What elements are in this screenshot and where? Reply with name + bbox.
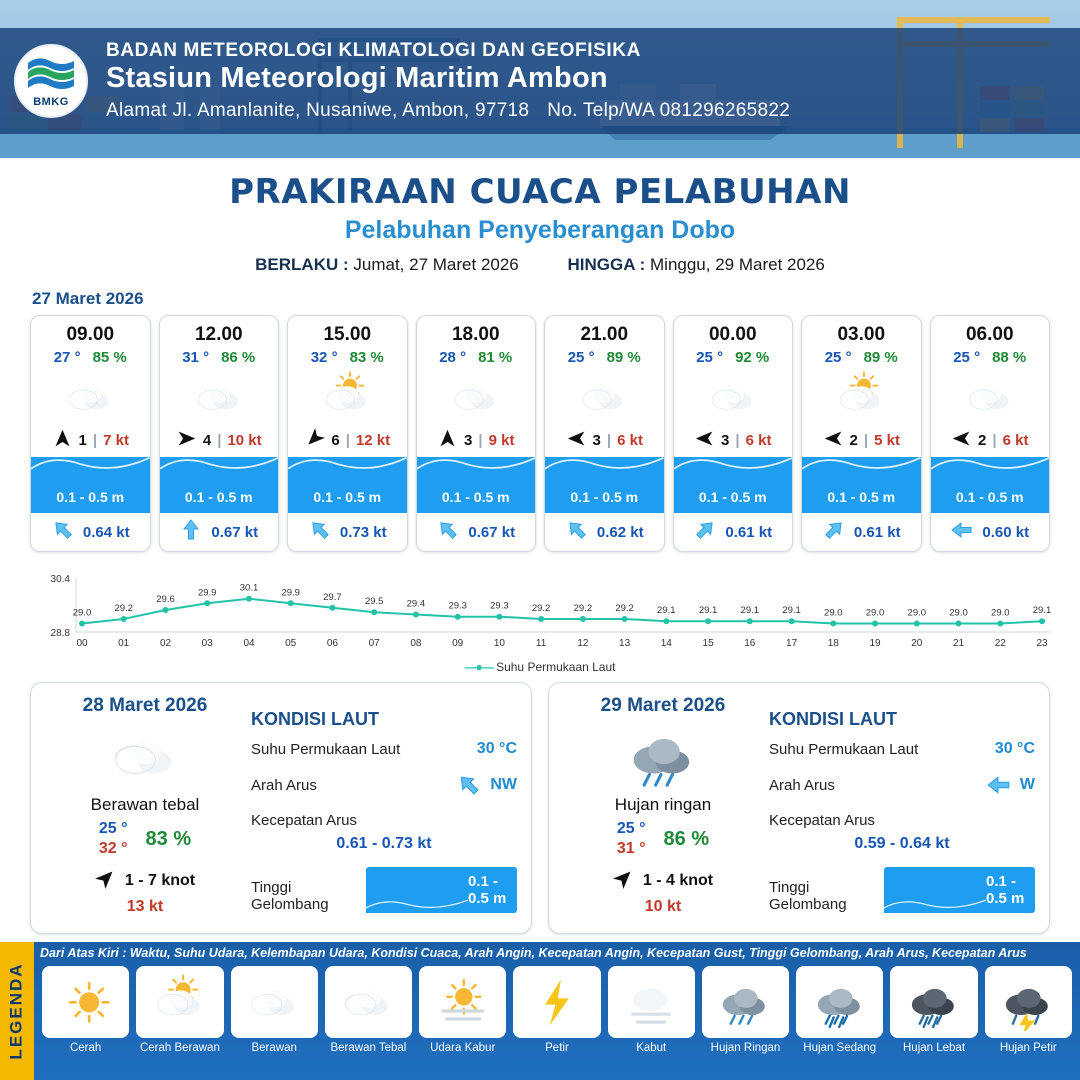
svg-text:29.5: 29.5 [364,596,384,608]
panel-temp-max: 31 ° [616,840,646,857]
current-speed: 0.67 kt [468,523,516,541]
row-label: Kecepatan Arus [251,812,357,829]
forecast-card [30,315,151,552]
svg-text:29.0: 29.0 [907,607,927,619]
divider: | [735,432,740,449]
wind-speed: 2 [978,432,987,449]
svg-text:29.0: 29.0 [824,607,843,619]
wind-speed: 1 [78,432,87,449]
svg-text:01: 01 [118,638,130,649]
gust-speed: 6 kt [1002,432,1029,449]
gust-speed: 5 kt [874,432,900,449]
panel-gust: 10 kt [644,898,682,915]
svg-text:29.3: 29.3 [490,600,509,612]
svg-text:29.9: 29.9 [281,587,300,599]
weather-icon-udara-kabur [419,966,506,1038]
legend-items [34,942,1080,1080]
card-temperature: 32 ° [310,349,338,366]
sea-condition-title: KONDISI LAUT [769,709,897,729]
wave-height: 0.1 - 0.5 m [184,489,253,505]
svg-text:29.1: 29.1 [1032,605,1052,617]
svg-text:29.6: 29.6 [156,594,175,605]
current-speed: 0.60 kt [982,523,1030,541]
row-value: 0.59 - 0.64 kt [854,835,950,852]
current-speed: 0.61 kt [725,523,773,541]
svg-text:04: 04 [243,638,255,649]
svg-text:11: 11 [535,638,547,649]
svg-text:08: 08 [410,638,422,649]
wind-direction-icon [951,428,972,453]
row-label: Suhu Permukaan Laut [251,740,401,758]
card-humidity: 89 % [606,349,641,366]
wind-direction-icon [613,867,635,894]
divider: | [217,432,222,449]
legend-item [890,966,977,1076]
page-subtitle: Pelabuhan Penyeberangan Dobo [344,216,736,244]
svg-text:10: 10 [493,638,505,649]
current-direction-icon [565,518,589,547]
card-temperature: 25 ° [824,349,852,366]
legend-bar [0,942,1080,1080]
divider: | [92,432,98,449]
current-direction-icon [822,518,846,547]
chart-legend-label: Suhu Permukaan Laut [496,660,616,674]
logo-text: BMKG [33,95,69,108]
hourly-forecast-strip [0,315,1080,552]
svg-text:29.9: 29.9 [197,587,217,599]
svg-text:29.4: 29.4 [406,598,426,610]
weather-icon-berawan [231,966,318,1038]
gust-speed: 9 kt [488,432,515,449]
legend-side-label [0,942,34,1080]
legend-item [42,966,129,1076]
weather-icon-cerah-berawan [288,368,407,426]
divider: | [992,432,997,449]
svg-text:29.1: 29.1 [740,605,760,617]
wind-direction-icon [176,428,197,453]
gust-speed: 7 kt [103,432,129,449]
svg-text:21: 21 [952,638,965,649]
svg-text:29.2: 29.2 [573,603,593,614]
wind-speed: 4 [202,432,212,449]
card-humidity: 83 % [349,349,384,366]
legend-item [985,966,1072,1076]
valid-from-label: BERLAKU : [255,255,349,274]
row-label: Tinggi Gelombang [251,879,329,913]
svg-text:14: 14 [660,638,672,649]
svg-text:16: 16 [744,638,756,649]
wave-height: 0.1 - 0.5 m [570,489,639,505]
svg-text:29.2: 29.2 [531,603,551,614]
svg-text:28.8: 28.8 [50,628,70,639]
svg-text:09: 09 [452,638,464,649]
station-name: Stasiun Meteorologi Maritim Ambon [106,62,608,95]
forecast-date-label: 27 Maret 2026 [32,289,144,308]
legend-item-label: Hujan Lebat [903,1042,966,1054]
svg-text:30.4: 30.4 [50,574,70,585]
valid-from-value: Jumat, 27 Maret 2026 [353,255,519,274]
card-humidity: 85 % [92,349,127,366]
weather-icon-cerah [42,966,129,1038]
wind-direction-icon [304,428,325,453]
daily-forecast-panel [30,682,532,934]
row-value: NW [490,776,517,793]
current-speed: 0.73 kt [339,523,387,541]
station-address: Alamat Jl. Amanlanite, Nusaniwe, Ambon, 97718 [106,99,530,121]
wave-height-block [931,457,1050,513]
divider: | [478,432,483,449]
panel-humidity: 83 % [145,827,192,850]
panel-temp-min: 25 ° [98,820,128,837]
svg-text:15: 15 [702,638,714,649]
legend-item [796,966,883,1076]
wave-height: 0.1 - 0.5 m [56,489,125,505]
card-time: 18.00 [451,324,500,345]
weather-icon-kabut [608,966,695,1038]
sst-chart [24,566,1056,674]
current-direction-icon [950,518,974,547]
svg-text:19: 19 [869,638,881,649]
daily-forecast-panel [548,682,1050,934]
card-time: 21.00 [580,324,629,345]
card-temperature: 27 ° [53,349,81,366]
svg-text:23: 23 [1036,638,1048,649]
validity-row [0,255,1080,275]
weather-icon-berawan [160,368,279,426]
current-direction-icon [179,518,203,547]
legend-item-label: Hujan Sedang [803,1042,877,1054]
legend-item-label: Hujan Petir [999,1042,1057,1054]
weather-icon-hujan-sedang [796,966,883,1038]
card-time: 15.00 [323,324,372,345]
svg-text:13: 13 [619,638,631,649]
wind-direction-icon [52,428,73,453]
agency-name: BADAN METEOROLOGI KLIMATOLOGI DAN GEOFISIKA [106,39,641,61]
svg-text:29.1: 29.1 [657,605,676,617]
wave-height-block [674,457,793,513]
chart-legend-marker: —●— [464,660,493,674]
sea-condition-title: KONDISI LAUT [251,709,379,729]
legend-item-label: Berawan Tebal [330,1042,407,1054]
divider: | [863,432,869,449]
bmkg-logo-symbol [24,55,78,95]
svg-text:17: 17 [786,638,798,649]
svg-text:29.0: 29.0 [991,607,1010,619]
weather-icon-berawan-tebal [45,723,245,789]
card-temperature: 25 ° [953,349,981,366]
wind-speed: 3 [592,432,601,449]
forecast-card [930,315,1051,552]
daily-panels [0,674,1080,934]
weather-icon-berawan [417,368,536,426]
legend-item [136,966,223,1076]
valid-to-value: Minggu, 29 Maret 2026 [650,255,825,274]
weather-icon-berawan [545,368,664,426]
panel-temp-max: 32 ° [98,840,128,857]
weather-icon-berawan [31,368,150,426]
svg-text:29.0: 29.0 [72,607,92,619]
gust-speed: 6 kt [745,432,772,449]
weather-icon-berawan [674,368,793,426]
row-value: 0.1 - 0.5 m [986,873,1025,907]
svg-text:12: 12 [577,638,589,649]
wave-height: 0.1 - 0.5 m [698,489,767,505]
svg-text:07: 07 [368,638,380,649]
legend-item-label: Udara Kabur [430,1042,496,1054]
panel-humidity: 86 % [663,827,710,850]
card-temperature: 31 ° [182,349,210,366]
page-header [0,0,1080,158]
station-phone: No. Telp/WA 081296265822 [547,99,791,121]
svg-text:29.0: 29.0 [865,607,885,619]
wave-height: 0.1 - 0.5 m [827,489,896,505]
wave-height-block [288,457,407,513]
legend-item-label: Petir [545,1042,569,1054]
row-value: 30 °C [994,740,1035,757]
card-humidity: 88 % [992,349,1027,366]
wind-direction-icon [437,428,458,453]
page-title: PRAKIRAAN CUACA PELABUHAN [229,172,851,212]
legend-item-label: Hujan Ringan [710,1042,781,1054]
row-label: Kecepatan Arus [769,812,875,829]
row-value: 0.1 - 0.5 m [468,873,507,907]
weather-icon-hujan-ringan [702,966,789,1038]
panel-wind-range: 1 - 4 knot [642,871,714,889]
card-temperature: 25 ° [567,349,595,366]
current-speed: 0.67 kt [211,523,259,541]
wave-height: 0.1 - 0.5 m [441,489,510,505]
legend-item-label: Cerah Berawan [139,1042,220,1054]
panel-date: 29 Maret 2026 [600,695,726,716]
card-humidity: 81 % [478,349,513,366]
row-label: Suhu Permukaan Laut [769,740,919,758]
svg-text:18: 18 [827,638,839,649]
row-value: 30 °C [476,740,517,757]
chart-legend [24,660,1056,674]
wave-height: 0.1 - 0.5 m [313,489,382,505]
weather-icon-hujan-petir [985,966,1072,1038]
wave-height-block [31,457,150,513]
wave-height-block [417,457,536,513]
wind-direction-icon [566,428,587,453]
valid-to-label: HINGGA : [567,255,646,274]
wind-direction-icon [95,867,117,894]
legend-item-label: Berawan [251,1042,297,1054]
weather-icon-cerah-berawan [802,368,921,426]
svg-text:29.1: 29.1 [698,605,718,617]
wave-height-block [160,457,279,513]
current-direction-icon [51,518,75,547]
wind-direction-icon [694,428,715,453]
wave-height-block [366,867,517,913]
panel-date: 28 Maret 2026 [82,695,208,716]
gust-speed: 6 kt [617,432,643,449]
svg-text:22: 22 [994,638,1006,649]
card-time: 03.00 [837,324,886,345]
svg-text:20: 20 [911,638,923,649]
legend-note: Dari Atas Kiri : Waktu, Suhu Udara, Kelembapan Udara, Kondisi Cuaca, Arah Angin, Kecepatan Angin, Kecepatan Gust, Tinggi Gelombang, Arah Arus, Kecepatan Arus [40,946,1027,960]
svg-text:29.7: 29.7 [323,591,342,603]
weather-icon-cerah-berawan [136,966,223,1038]
forecast-card [673,315,794,552]
wind-direction-icon [823,428,844,453]
svg-text:29.2: 29.2 [615,603,634,614]
wave-height-block [884,867,1035,913]
legend-side-text: LEGENDA [7,962,26,1060]
svg-text:30.1: 30.1 [239,582,259,594]
legend-item [702,966,789,1076]
svg-text:29.0: 29.0 [949,607,968,619]
row-label: Arah Arus [769,776,835,794]
svg-text:02: 02 [159,638,172,649]
wind-speed: 3 [721,432,730,449]
legend-item-label: Kabut [636,1042,667,1054]
card-time: 12.00 [194,324,243,345]
forecast-card [287,315,408,552]
wind-speed: 2 [849,432,858,449]
card-time: 00.00 [708,324,757,345]
weather-icon-hujan-ringan [563,723,763,789]
weather-icon-hujan-lebat [890,966,977,1038]
row-label: Arah Arus [251,776,317,794]
card-temperature: 28 ° [439,349,467,366]
wind-speed: 6 [331,432,340,449]
card-time: 06.00 [965,324,1014,345]
legend-item [419,966,506,1076]
card-humidity: 86 % [221,349,256,366]
svg-text:29.1: 29.1 [782,605,801,617]
forecast-card [801,315,922,552]
legend-item [325,966,412,1076]
panel-wind-range: 1 - 7 knot [124,871,196,889]
current-direction-icon [693,518,717,547]
gust-speed: 10 kt [227,432,262,449]
panel-gust: 13 kt [126,898,164,915]
weather-icon-berawan-tebal [325,966,412,1038]
row-value: W [1019,776,1035,793]
divider: | [345,432,350,449]
svg-text:29.2: 29.2 [114,603,133,614]
card-humidity: 92 % [735,349,770,366]
weather-icon-berawan [931,368,1050,426]
bmkg-logo [14,44,88,118]
svg-text:03: 03 [201,638,213,649]
legend-item-label: Cerah [69,1042,102,1054]
gust-speed: 12 kt [355,432,391,449]
current-direction-icon [308,518,332,547]
row-value: 0.61 - 0.73 kt [336,835,432,852]
wave-height-block [545,457,664,513]
forecast-card [416,315,537,552]
weather-icon-petir [513,966,600,1038]
forecast-card [159,315,280,552]
panel-temp-min: 25 ° [616,820,646,837]
legend-item [608,966,695,1076]
svg-text:05: 05 [285,638,297,649]
card-time: 09.00 [66,324,115,345]
title-block [0,172,1080,275]
svg-text:00: 00 [76,638,88,649]
wave-height: 0.1 - 0.5 m [955,489,1024,505]
divider: | [606,432,612,449]
wind-speed: 3 [464,432,473,449]
current-speed: 0.62 kt [596,523,644,541]
svg-text:29.3: 29.3 [448,600,467,612]
current-speed: 0.61 kt [853,523,901,541]
panel-condition: Berawan tebal [90,795,200,814]
card-temperature: 25 ° [696,349,724,366]
card-humidity: 89 % [863,349,898,366]
current-speed: 0.64 kt [82,523,130,541]
svg-text:06: 06 [326,638,338,649]
row-label: Tinggi Gelombang [769,879,847,913]
wave-height-block [802,457,921,513]
forecast-card [544,315,665,552]
current-direction-icon [436,518,460,547]
legend-item [231,966,318,1076]
panel-condition: Hujan ringan [614,795,712,814]
legend-item [513,966,600,1076]
